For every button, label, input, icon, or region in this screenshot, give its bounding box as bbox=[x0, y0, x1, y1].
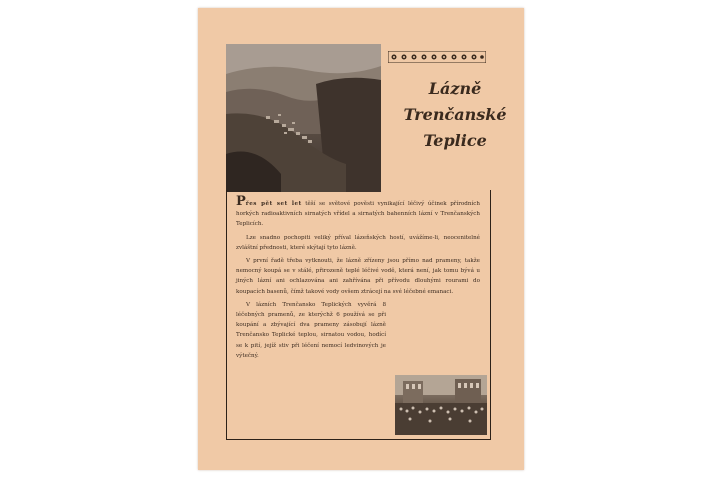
title-line-2: Trenčanské bbox=[403, 105, 507, 124]
paragraph-4: V lázních Trenčansko Teplických vyvěrá 8 léčebných pramenů, ze kterýchž 6 používá se při koupání a zbývající dva prameny zásobují lázně Trenčansko Teplické teplou, sirnatou vodou, hodící se k pití, jejíž stiv při léčení nemocí ledvinových je výtečný. bbox=[236, 301, 386, 359]
floral-ornament-band bbox=[388, 48, 486, 60]
document-page bbox=[198, 8, 524, 470]
spa-crowd-photo bbox=[395, 375, 487, 435]
valley-landscape-photo bbox=[226, 44, 381, 192]
title-line-3: Teplice bbox=[423, 131, 487, 150]
paragraph-2: Lze snadno pochopiti veliký příval lázeňských hostí, uvážíme-li, neocenitelné zvláštní přednosti, které skýtají tyto lázně. bbox=[236, 234, 480, 251]
page-title bbox=[390, 76, 520, 154]
title-line-1: Lázně bbox=[428, 79, 482, 98]
paragraph-1 bbox=[236, 194, 480, 230]
paragraph-1-text: těší se světové pověsti vynikající léčivý účinek přírodních horkých radioaktivních sirnatých vřídel a sirnatých bahenních lázní v Trenčanských Teplicích. bbox=[236, 201, 480, 228]
paragraph-3: V první řadě třeba vytknouti, že lázně zřízeny jsou přímo nad prameny, takže nemocný koupá se v stálé, přirozeně teplé léčivé vodě, která není, jak tomu bývá u jiných lázní ani ochlazována ani zahřívána při přívodu dlouhými rourami do koupacích basenů, čímž takové vody ovšem ztrácejí na své léčebné emanaci. bbox=[236, 258, 480, 295]
drop-cap: P bbox=[236, 194, 246, 209]
article-body bbox=[236, 194, 480, 364]
opening-smallcaps: řes pět set let bbox=[245, 201, 302, 207]
